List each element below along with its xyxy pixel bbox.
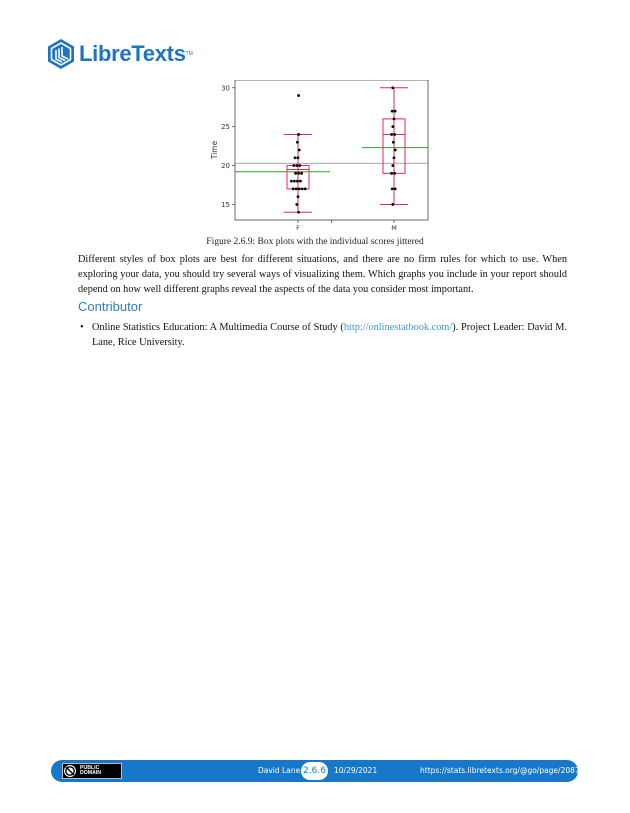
data-point	[294, 156, 297, 159]
y-axis-label: Time	[210, 140, 219, 160]
plot-frame	[235, 80, 428, 220]
data-point	[292, 187, 295, 190]
x-tick-label: F	[296, 224, 300, 232]
contributor-text-after: ). Project Leader: David M. Lane, Rice University.	[92, 322, 567, 348]
contributor-list	[78, 320, 567, 350]
data-point	[391, 187, 394, 190]
data-point	[296, 180, 299, 183]
contributor-text-before: Online Statistics Education: A Multimedia Course of Study (	[92, 322, 344, 333]
data-point	[391, 110, 394, 113]
onlinestatbook-link[interactable]: http://onlinestatbook.com/	[343, 322, 453, 333]
data-point	[393, 156, 396, 159]
y-tick-label: 15	[221, 200, 230, 209]
data-point	[295, 164, 298, 167]
data-point	[301, 187, 304, 190]
figure-caption-text: : Box plots with the individual scores jittered	[252, 237, 424, 247]
data-point	[391, 86, 394, 89]
figure-caption	[0, 237, 630, 247]
footer-url[interactable]: https://stats.libretexts.org/@go/page/2087	[420, 766, 580, 775]
data-point	[392, 141, 395, 144]
data-point	[394, 149, 397, 152]
data-point	[292, 164, 295, 167]
y-tick-label: 20	[221, 162, 230, 171]
data-point	[393, 172, 396, 175]
data-point	[393, 133, 396, 136]
data-point	[290, 180, 293, 183]
data-point	[297, 94, 300, 97]
data-point	[296, 141, 299, 144]
data-point	[393, 117, 396, 120]
footer-author: David Lane	[258, 766, 301, 775]
data-point	[295, 203, 298, 206]
data-point	[304, 187, 307, 190]
data-point	[298, 187, 301, 190]
libretexts-hexagon-icon	[46, 38, 76, 70]
logo-trademark: TM	[185, 51, 193, 57]
data-point	[297, 195, 300, 198]
data-point	[297, 133, 300, 136]
data-point	[390, 172, 393, 175]
data-point	[298, 149, 301, 152]
figure-label: Figure 2.6.9	[206, 237, 253, 247]
list-item	[78, 320, 567, 350]
bullet-icon: •	[80, 322, 84, 333]
data-point	[394, 187, 397, 190]
data-point	[299, 180, 302, 183]
footer-date: 10/29/2021	[334, 766, 378, 775]
body-paragraph: Different styles of box plots are best for different situations, and there are no firm rules for which to use. When exploring your data, you should try several ways of visualizing them. Which graphs you include in your report should depend on how well different graphs reveal the aspects of the data you consider most important.	[78, 254, 567, 295]
data-point	[293, 180, 296, 183]
data-point	[295, 187, 298, 190]
data-point	[300, 172, 303, 175]
contributor-heading: Contributor	[78, 299, 143, 314]
logo-wordmark: LibreTexts	[79, 41, 186, 66]
y-tick-label: 25	[221, 123, 230, 132]
x-tick-label: M	[391, 224, 397, 232]
data-point	[294, 172, 297, 175]
public-domain-badge[interactable]	[62, 763, 122, 779]
box-plot-chart	[205, 80, 435, 235]
data-point	[394, 110, 397, 113]
y-tick-label: 30	[221, 84, 230, 93]
public-domain-label: PUBLIC DOMAIN	[80, 764, 102, 776]
libretexts-logo[interactable]	[46, 38, 193, 70]
data-point	[390, 133, 393, 136]
public-domain-icon	[63, 764, 77, 778]
data-point	[298, 164, 301, 167]
data-point	[391, 164, 394, 167]
data-point	[297, 172, 300, 175]
data-point	[391, 125, 394, 128]
data-point	[391, 203, 394, 206]
footer-page-number: 2.6.6	[301, 762, 328, 780]
data-point	[297, 156, 300, 159]
data-point	[297, 211, 300, 214]
page-footer	[51, 760, 578, 782]
